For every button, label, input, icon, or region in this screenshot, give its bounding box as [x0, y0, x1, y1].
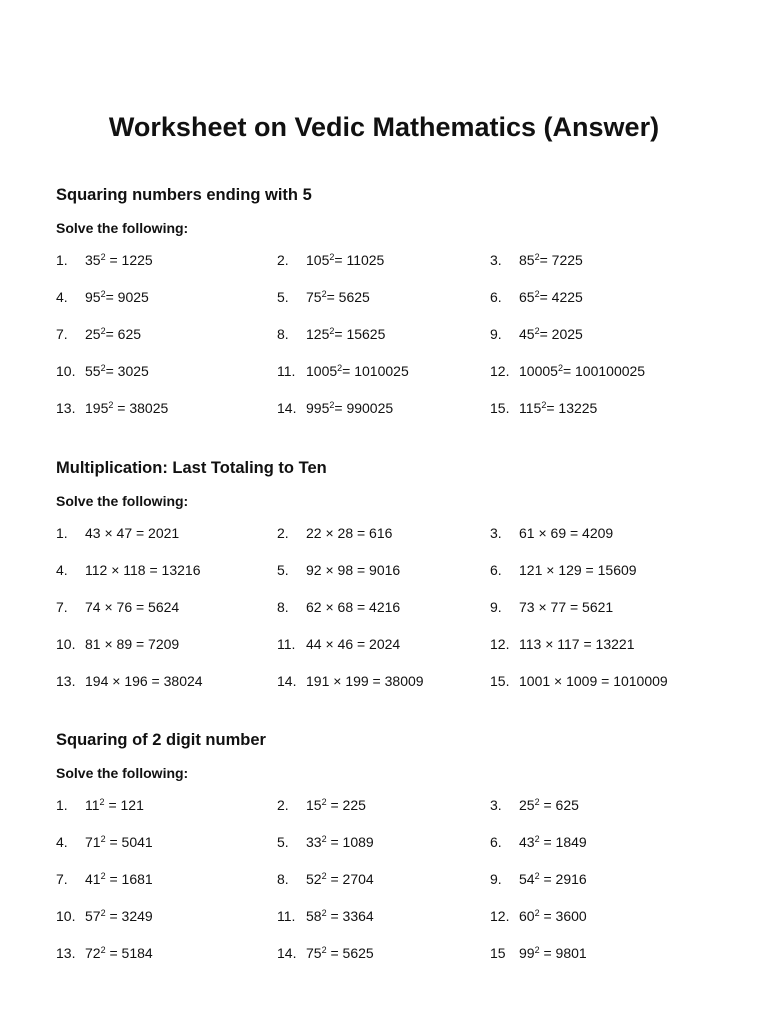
- problem-number: 1.: [56, 797, 68, 813]
- answer-base: 43: [519, 834, 535, 850]
- problem-number: 11.: [277, 908, 296, 924]
- problem-number: 4.: [56, 834, 68, 850]
- problem-answer: [85, 523, 179, 543]
- answer-base: 55: [85, 363, 101, 379]
- answer-base: 45: [519, 326, 535, 342]
- answer-result: = 1010025: [342, 363, 409, 379]
- problem-number: 15: [490, 945, 506, 961]
- page-title: Worksheet on Vedic Mathematics (Answer): [108, 112, 660, 142]
- problem-answer: [85, 795, 144, 815]
- problem-answer: [85, 361, 149, 381]
- problem-row: [56, 398, 736, 435]
- answer-base: 41: [85, 871, 101, 887]
- problem-row: [56, 832, 736, 869]
- answer-base: 52: [306, 871, 322, 887]
- exponent: 2: [321, 834, 327, 844]
- problem-row: [56, 560, 736, 597]
- answer-result: = 9025: [105, 289, 149, 305]
- problem-number: 9.: [490, 871, 502, 887]
- problem-answer: [519, 560, 637, 580]
- answer-result: = 3364: [326, 908, 374, 924]
- answer-result: = 2025: [539, 326, 583, 342]
- problem-row: [56, 906, 736, 943]
- problem-answer: [85, 671, 203, 691]
- answer-base: 1001 × 1009 = 1010009: [519, 673, 668, 689]
- answer-base: 105: [306, 252, 330, 268]
- answer-base: 75: [306, 289, 322, 305]
- problem-number: 5.: [277, 289, 289, 305]
- answer-result: = 1089: [326, 834, 374, 850]
- problem-answer: [85, 287, 149, 307]
- problem-answer: [519, 597, 613, 617]
- answer-base: 43 × 47 = 2021: [85, 525, 180, 541]
- problem-number: 14.: [277, 673, 297, 689]
- exponent: 2: [321, 797, 327, 807]
- problem-number: 4.: [56, 289, 68, 305]
- answer-base: 194 × 196 = 38024: [85, 673, 203, 689]
- problem-answer: [85, 869, 153, 889]
- problem-number: 6.: [490, 562, 502, 578]
- problem-answer: [306, 523, 392, 543]
- problem-number: 8.: [277, 326, 289, 342]
- answer-result: = 1849: [539, 834, 587, 850]
- problem-number: 11.: [277, 363, 296, 379]
- problem-answer: [85, 250, 153, 270]
- answer-base: 195: [85, 400, 109, 416]
- problem-row: [56, 943, 736, 980]
- answer-base: 73 × 77 = 5621: [519, 599, 614, 615]
- answer-base: 1005: [306, 363, 338, 379]
- answer-result: = 5625: [326, 289, 370, 305]
- answer-base: 62 × 68 = 4216: [306, 599, 401, 615]
- problem-answer: [519, 523, 613, 543]
- problem-answer: [519, 324, 583, 344]
- problem-row: [56, 523, 736, 560]
- answer-base: 121 × 129 = 15609: [519, 562, 637, 578]
- problem-number: 12.: [490, 908, 510, 924]
- answer-base: 54: [519, 871, 535, 887]
- answer-result: = 100100025: [562, 363, 646, 379]
- exponent: 2: [99, 797, 105, 807]
- answer-result: = 225: [326, 797, 366, 813]
- answer-base: 112 × 118 = 13216: [85, 562, 201, 578]
- problem-row: [56, 324, 736, 361]
- answer-base: 10005: [519, 363, 558, 379]
- answer-base: 15: [306, 797, 322, 813]
- problem-answer: [306, 634, 400, 654]
- problem-number: 11.: [277, 636, 296, 652]
- problem-answer: [85, 943, 153, 963]
- exponent: 2: [108, 400, 114, 410]
- problem-answer: [519, 671, 668, 691]
- problem-answer: [519, 832, 587, 852]
- section-instruction: Solve the following:: [56, 220, 189, 236]
- problem-answer: [306, 250, 384, 270]
- problem-row: [56, 671, 736, 708]
- problem-answer: [306, 671, 424, 691]
- problem-answer: [306, 832, 374, 852]
- problem-grid: [56, 250, 736, 435]
- answer-result: = 3025: [105, 363, 149, 379]
- problem-answer: [306, 597, 400, 617]
- problem-answer: [85, 634, 179, 654]
- answer-result: = 3249: [105, 908, 153, 924]
- answer-result: = 990025: [334, 400, 394, 416]
- problem-number: 10.: [56, 363, 76, 379]
- problem-row: [56, 634, 736, 671]
- problem-grid: [56, 523, 736, 708]
- problem-grid: [56, 795, 736, 980]
- problem-number: 1.: [56, 252, 68, 268]
- answer-base: 995: [306, 400, 330, 416]
- answer-result: = 1681: [105, 871, 153, 887]
- problem-answer: [85, 324, 141, 344]
- problem-number: 13.: [56, 673, 76, 689]
- answer-base: 22 × 28 = 616: [306, 525, 393, 541]
- answer-base: 61 × 69 = 4209: [519, 525, 614, 541]
- problem-answer: [306, 287, 370, 307]
- exponent: 2: [534, 289, 540, 299]
- problem-number: 2.: [277, 797, 289, 813]
- answer-result: = 5184: [105, 945, 153, 961]
- problem-number: 14.: [277, 400, 297, 416]
- worksheet-section: [56, 457, 736, 708]
- problem-answer: [85, 906, 153, 926]
- problem-answer: [306, 795, 366, 815]
- exponent: 2: [329, 400, 335, 410]
- exponent: 2: [337, 363, 343, 373]
- problem-answer: [306, 943, 374, 963]
- problem-row: [56, 869, 736, 906]
- exponent: 2: [100, 834, 106, 844]
- answer-result: = 5041: [105, 834, 153, 850]
- section-instruction: Solve the following:: [56, 493, 189, 509]
- exponent: 2: [100, 871, 106, 881]
- answer-base: 33: [306, 834, 322, 850]
- answer-base: 113 × 117 = 13221: [519, 636, 635, 652]
- section-heading: Multiplication: Last Totaling to Ten: [56, 459, 327, 477]
- problem-row: [56, 287, 736, 324]
- problem-answer: [519, 361, 645, 381]
- problem-number: 7.: [56, 871, 68, 887]
- problem-number: 10.: [56, 636, 76, 652]
- answer-base: 81 × 89 = 7209: [85, 636, 180, 652]
- problem-number: 6.: [490, 834, 502, 850]
- worksheet-section: [56, 184, 736, 435]
- answer-base: 92 × 98 = 9016: [306, 562, 401, 578]
- answer-base: 44 × 46 = 2024: [306, 636, 401, 652]
- section-instruction: Solve the following:: [56, 765, 189, 781]
- answer-base: 11: [85, 797, 100, 813]
- answer-base: 25: [519, 797, 535, 813]
- problem-number: 13.: [56, 400, 76, 416]
- answer-base: 95: [85, 289, 101, 305]
- answer-base: 115: [519, 400, 542, 416]
- answer-result: = 1225: [105, 252, 153, 268]
- answer-base: 72: [85, 945, 101, 961]
- exponent: 2: [100, 289, 106, 299]
- answer-result: = 4225: [539, 289, 583, 305]
- exponent: 2: [100, 908, 106, 918]
- answer-base: 75: [306, 945, 322, 961]
- answer-base: 191 × 199 = 38009: [306, 673, 424, 689]
- answer-base: 35: [85, 252, 101, 268]
- answer-base: 65: [519, 289, 535, 305]
- problem-answer: [519, 250, 583, 270]
- answer-base: 60: [519, 908, 535, 924]
- problem-number: 7.: [56, 326, 68, 342]
- exponent: 2: [534, 871, 540, 881]
- problem-number: 14.: [277, 945, 297, 961]
- exponent: 2: [321, 945, 327, 955]
- problem-answer: [519, 869, 587, 889]
- problem-row: [56, 250, 736, 287]
- exponent: 2: [534, 834, 540, 844]
- problem-answer: [306, 398, 393, 418]
- answer-result: = 13225: [546, 400, 598, 416]
- problem-answer: [519, 634, 634, 654]
- answer-result: = 11025: [334, 252, 385, 268]
- problem-answer: [306, 560, 400, 580]
- answer-result: = 2704: [326, 871, 374, 887]
- problem-answer: [306, 324, 385, 344]
- exponent: 2: [557, 363, 563, 373]
- exponent: 2: [100, 326, 106, 336]
- problem-answer: [519, 795, 579, 815]
- problem-answer: [519, 398, 597, 418]
- problem-number: 4.: [56, 562, 68, 578]
- problem-answer: [306, 361, 409, 381]
- problem-answer: [306, 906, 374, 926]
- problem-number: 10.: [56, 908, 76, 924]
- answer-result: = 9801: [539, 945, 587, 961]
- answer-base: 25: [85, 326, 101, 342]
- answer-base: 74 × 76 = 5624: [85, 599, 180, 615]
- problem-number: 8.: [277, 871, 289, 887]
- exponent: 2: [321, 908, 327, 918]
- exponent: 2: [321, 871, 327, 881]
- answer-result: = 625: [539, 797, 579, 813]
- problem-number: 8.: [277, 599, 289, 615]
- problem-answer: [519, 287, 583, 307]
- problem-number: 9.: [490, 326, 502, 342]
- worksheet-section: [56, 729, 736, 980]
- answer-result: = 3600: [539, 908, 587, 924]
- answer-result: = 15625: [334, 326, 386, 342]
- exponent: 2: [100, 252, 106, 262]
- answer-base: 58: [306, 908, 322, 924]
- answer-result: = 121: [104, 797, 144, 813]
- exponent: 2: [534, 908, 540, 918]
- answer-result: = 38025: [113, 400, 169, 416]
- answer-result: = 7225: [539, 252, 583, 268]
- answer-base: 125: [306, 326, 330, 342]
- exponent: 2: [541, 400, 547, 410]
- exponent: 2: [329, 252, 335, 262]
- exponent: 2: [534, 326, 540, 336]
- problem-number: 2.: [277, 252, 289, 268]
- problem-row: [56, 597, 736, 634]
- problem-number: 3.: [490, 525, 502, 541]
- problem-number: 9.: [490, 599, 502, 615]
- problem-number: 3.: [490, 252, 502, 268]
- problem-number: 12.: [490, 636, 510, 652]
- exponent: 2: [321, 289, 327, 299]
- problem-answer: [85, 560, 200, 580]
- problem-number: 2.: [277, 525, 289, 541]
- problem-answer: [519, 943, 587, 963]
- exponent: 2: [534, 797, 540, 807]
- answer-base: 99: [519, 945, 535, 961]
- exponent: 2: [329, 326, 335, 336]
- exponent: 2: [534, 252, 540, 262]
- problem-row: [56, 795, 736, 832]
- problem-number: 15.: [490, 673, 510, 689]
- problem-answer: [306, 869, 374, 889]
- problem-number: 5.: [277, 562, 289, 578]
- section-heading: Squaring numbers ending with 5: [56, 186, 312, 204]
- answer-result: = 625: [105, 326, 142, 342]
- problem-row: [56, 361, 736, 398]
- problem-number: 3.: [490, 797, 502, 813]
- exponent: 2: [100, 363, 106, 373]
- problem-answer: [85, 832, 153, 852]
- problem-number: 6.: [490, 289, 502, 305]
- problem-answer: [85, 398, 168, 418]
- answer-base: 85: [519, 252, 535, 268]
- problem-number: 12.: [490, 363, 510, 379]
- exponent: 2: [534, 945, 540, 955]
- exponent: 2: [100, 945, 106, 955]
- answer-base: 71: [85, 834, 101, 850]
- problem-number: 1.: [56, 525, 68, 541]
- problem-answer: [519, 906, 587, 926]
- answer-base: 57: [85, 908, 101, 924]
- problem-number: 7.: [56, 599, 68, 615]
- problem-number: 13.: [56, 945, 76, 961]
- problem-number: 15.: [490, 400, 510, 416]
- answer-result: = 2916: [539, 871, 587, 887]
- section-heading: Squaring of 2 digit number: [56, 731, 266, 749]
- problem-number: 5.: [277, 834, 289, 850]
- answer-result: = 5625: [326, 945, 374, 961]
- problem-answer: [85, 597, 179, 617]
